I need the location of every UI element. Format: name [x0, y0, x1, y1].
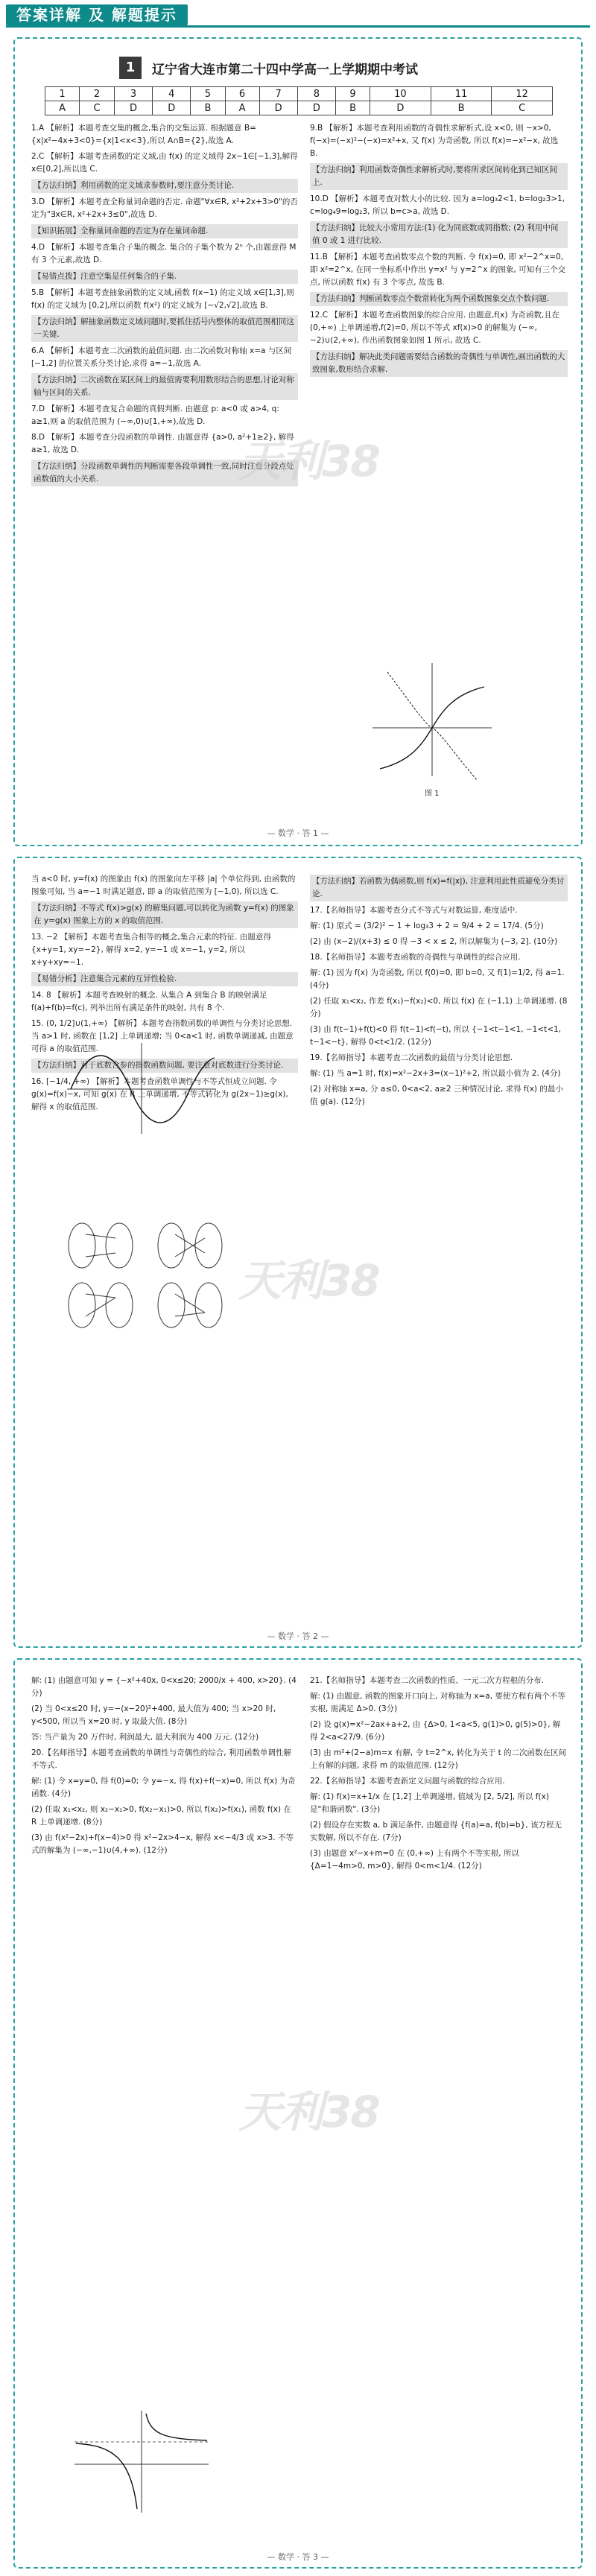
- answer-letter-cell: B: [191, 101, 225, 115]
- solution-paragraph: 4.D 【解析】本题考查集合子集的概念. 集合的子集个数为 2ⁿ 个,由题意得 M 有 3 个元素,故选 D.: [31, 243, 297, 264]
- answer-letter-cell: D: [153, 101, 191, 115]
- curve-left-branch: [76, 2443, 137, 2509]
- solution-paragraph: 20.【名师指导】本题考查函数的单调性与奇偶性的综合, 利用函数单调性解不等式.: [31, 1748, 291, 1770]
- solution-paragraph: 21.【名师指导】本题考查二次函数的性质、一元二次方程根的分布.: [310, 1676, 545, 1685]
- solution-paragraph: 解: (1) 由题意, 函数的图象开口向上, 对称轴为 x=a, 要使方程有两个不等实根, 需满足 Δ>0. (3分): [310, 1692, 565, 1713]
- exam-number-badge: 1: [119, 57, 142, 79]
- method-tip: 【知识拓展】全称量词命题的否定为存在量词命题.: [31, 224, 298, 238]
- solution-paragraph: (3) 由 f(x²−2x)+f(x−4)>0 得 x²−2x>4−x, 解得 x<−4/3 或 x>3. 不等式的解集为 (−∞,−1)∪(4,+∞). (12分): [31, 1833, 294, 1855]
- answer-table: [45, 86, 553, 115]
- method-tip: 【方法归纳】利用函数奇偶性求解析式时,要将所求区间转化到已知区间上.: [310, 163, 568, 190]
- function-graph-figure: [365, 657, 499, 784]
- answer-letter-cell: A: [45, 101, 80, 115]
- solution-paragraph: (2) 假设存在实数 a, b 满足条件, 由题意得 {f(a)=a, f(b)=b}, 该方程无实数解, 所以不存在. (7分): [310, 1821, 562, 1842]
- header-bar: [0, 0, 596, 28]
- solution-paragraph: 1.A 【解析】本题考查交集的概念,集合的交集运算. 根据题意 B={x|x²−4x+3<0}={x|1<x<3},所以 A∩B={2},故选 A.: [31, 124, 256, 145]
- method-tip: 【方法归纳】二次函数在某区间上的最值需要利用数形结合的思想,讨论对称轴与区间的关系.: [31, 373, 298, 400]
- page2-footer: — 数学 · 答 2 —: [267, 1631, 329, 1641]
- method-tip: 【方法归纳】解决此类问题需要结合函数的奇偶性与单调性,画出函数的大致图象,数形结合求解.: [310, 350, 568, 377]
- hyperbola-graph-figure: [67, 2405, 216, 2516]
- answer-letter-cell: D: [297, 101, 335, 115]
- method-tip: 【方法归纳】对于底数含参的指数函数问题, 要注意对底数进行分类讨论.: [31, 1059, 298, 1073]
- solution-paragraph: 解: (1) 原式 = (3/2)² − 1 + log₃3 + 2 = 9/4 + 2 = 17/4. (5分): [310, 921, 544, 930]
- mapping-diagrams-figure: [60, 1216, 253, 1335]
- method-tip: 【方法归纳】解抽象函数定义域问题时,要抓住括号内整体的取值范围相同这一关键.: [31, 315, 298, 342]
- solution-paragraph: (3) 由 f(t−1)+f(t)<0 得 f(t−1)<f(−t), 所以 {−1<t−1<1, −1<t<1, t−1<−t}, 解得 0<t<1/2. (12分): [310, 1025, 562, 1047]
- answer-letter-cell: A: [225, 101, 259, 115]
- figure-caption: 图 1: [425, 790, 440, 798]
- solution-paragraph: 5.B 【解析】本题考查抽象函数的定义域,函数 f(x−1) 的定义域 x∈[1,3],则 f(x) 的定义域为 [0,2],所以函数 f(x²) 的定义域为 [−√2,√2],故选 B.: [31, 288, 294, 310]
- mapping-diagram-1: [69, 1223, 133, 1268]
- solution-paragraph: (3) 由 m²+(2−a)m=x 有解, 令 t=2^x, 转化为关于 t 的二次函数在区间上有解的问题, 求得 m 的取值范围. (12分): [310, 1748, 567, 1770]
- answer-number-cell: 1: [45, 87, 80, 101]
- solution-paragraph: 16. [−1/4, +∞) 【解析】本题考查函数单调性与不等式恒成立问题. 令 g(x)=f(x)−x, 可知 g(x) 在 R 上单调递增, 不等式转化为 g(2x−1)≥g(x), 解得 x 的取值范围.: [31, 1077, 288, 1111]
- answer-letter-row: [45, 101, 553, 115]
- solution-paragraph: 15. (0, 1/2]∪(1,+∞) 【解析】本题考查指数函数的单调性与分类讨论思想. 当 a>1 时, 函数在 [1,2] 上单调递增; 当 0<a<1 时, 函数单调递减, 由题意可得 a 的取值范围.: [31, 1019, 294, 1053]
- solution-paragraph: 14. 8 【解析】本题考查映射的概念. 从集合 A 到集合 B 的映射满足 f(a)+f(b)=f(c), 列举出所有满足条件的映射, 共有 8 个.: [31, 991, 267, 1012]
- method-tip: 【易错点拨】注意空集是任何集合的子集.: [31, 270, 298, 284]
- solution-paragraph: 8.D 【解析】本题考查分段函数的单调性. 由题意得 {a>0, a²+1≥2}, 解得 a≥1, 故选 D.: [31, 433, 294, 454]
- method-tip: 【方法归纳】若函数为偶函数,则 f(x)=f(|x|), 注意利用此性质避免分类讨论.: [310, 875, 568, 901]
- solution-paragraph: (2) 当 0<x≤20 时, y=−(x−20)²+400, 最大值为 400; 当 x>20 时, y<500, 所以当 x=20 时, y 取最大值. (8分): [31, 1704, 276, 1726]
- solution-paragraph: (2) 任取 x₁<x₂, 则 x₂−x₁>0, f(x₂−x₁)>0, 所以 f(x₂)>f(x₁), 函数 f(x) 在 R 上单调递增. (8分): [31, 1805, 291, 1827]
- solution-paragraph: (2) 由 (x−2)/(x+3) ≤ 0 得 −3 < x ≤ 2, 所以解集为 (−3, 2]. (10分): [310, 937, 558, 946]
- watermark: 天利38: [238, 1255, 379, 1306]
- page1-footer: — 数学 · 答 1 —: [267, 828, 329, 838]
- solution-paragraph: 当 a<0 时, y=f(x) 的图象由 f(x) 的图象向左平移 |a| 个单位得到, 由函数的图象可知, 当 a=−1 时满足题意, 即 a 的取值范围为 [−1,0), 所以选 C.: [31, 875, 296, 896]
- page3-footer: — 数学 · 答 3 —: [267, 2552, 329, 2562]
- solution-paragraph: (2) 设 g(x)=x²−2ax+a+2, 由 {Δ>0, 1<a<5, g(1)>0, g(5)>0}, 解得 2<a<27/9. (6分): [310, 1720, 561, 1742]
- page2-right-column: [310, 873, 568, 1611]
- answer-letter-cell: D: [370, 101, 431, 115]
- answer-number-cell: 12: [492, 87, 553, 101]
- answer-number-cell: 6: [225, 87, 259, 101]
- mapping-diagram-2: [158, 1223, 222, 1268]
- method-tip: 【方法归纳】比较大小常用方法:(1) 化为同底数或同指数; (2) 利用中间值 0 或 1 进行比较.: [310, 221, 568, 248]
- solution-paragraph: 答: 当产量为 20 万件时, 利润最大, 最大利润为 400 万元. (12分): [31, 1733, 259, 1742]
- answer-page-2: [13, 857, 583, 1648]
- answer-letter-cell: C: [492, 101, 553, 115]
- solution-paragraph: 12.C 【解析】本题考查函数图象的综合应用. 由题意,f(x) 为奇函数,且在 (0,+∞) 上单调递增,f(2)=0, 所以不等式 xf(x)>0 的解集为 (−∞,−2)∪(2,+∞), 作出函数图象如图 1 所示, 故选 C.: [310, 311, 560, 345]
- solution-paragraph: 解: (1) 由题意可知 y = {−x²+40x, 0<x≤20; 2000/x + 400, x>20}. (4分): [31, 1676, 297, 1698]
- answer-number-cell: 8: [297, 87, 335, 101]
- method-tip: 【易错分析】注意集合元素的互异性检验.: [31, 972, 298, 986]
- mapping-diagram-4: [158, 1283, 222, 1327]
- solution-paragraph: 17.【名师指导】本题考查分式不等式与对数运算, 难度适中.: [310, 906, 518, 915]
- answer-number-cell: 9: [336, 87, 370, 101]
- answer-number-cell: 5: [191, 87, 225, 101]
- watermark: 天利38: [238, 436, 379, 486]
- solution-paragraph: 2.C 【解析】本题考查函数的定义域,由 f(x) 的定义域得 2x−1∈[−1,3],解得 x∈[0,2],所以选 C.: [31, 152, 298, 174]
- solution-paragraph: 19.【名师指导】本题考查二次函数的最值与分类讨论思想.: [310, 1053, 513, 1062]
- curve-right-branch: [146, 2414, 207, 2440]
- solution-paragraph: 解: (1) f(x)=x+1/x 在 [1,2] 上单调递增, 值域为 [2, 5/2], 所以 f(x) 是"和谐函数". (3分): [310, 1792, 549, 1814]
- answer-number-cell: 7: [259, 87, 297, 101]
- solution-paragraph: 解: (1) 当 a=1 时, f(x)=x²−2x+3=(x−1)²+2, 所以最小值为 2. (4分): [310, 1069, 561, 1078]
- answer-number-row: [45, 87, 553, 101]
- solution-paragraph: 解: (1) 因为 f(x) 为奇函数, 所以 f(0)=0, 即 b=0, 又 f(1)=1/2, 得 a=1. (4分): [310, 968, 565, 990]
- answer-letter-cell: C: [80, 101, 115, 115]
- answer-letter-cell: B: [336, 101, 370, 115]
- method-tip: 【方法归纳】不等式 f(x)>g(x) 的解集问题,可以转化为函数 y=f(x) 的图象在 y=g(x) 图象上方的 x 的取值范围.: [31, 901, 298, 928]
- answer-page-1: [13, 37, 583, 846]
- solution-paragraph: 9.B 【解析】本题考查利用函数的奇偶性求解析式,设 x<0, 则 −x>0, f(−x)=(−x)²−(−x)=x²+x, 又 f(x) 为奇函数, 所以 f(x)=−x²−x, 故选 B.: [310, 124, 559, 158]
- solution-paragraph: 13. −2 【解析】本题考查集合相等的概念,集合元素的特征. 由题意得 {x+y=1, xy=−2}, 解得 x=2, y=−1 或 x=−1, y=2, 所以 x+y+xy=−1.: [31, 933, 271, 967]
- solution-paragraph: 22.【名师指导】本题考查新定义问题与函数的综合应用.: [310, 1777, 505, 1786]
- mapping-diagram-3: [69, 1283, 133, 1327]
- answer-number-cell: 10: [370, 87, 431, 101]
- solution-paragraph: 6.A 【解析】本题考查二次函数的最值问题. 由二次函数对称轴 x=a 与区间 [−1,2] 的位置关系分类讨论,求得 a=−1,故选 A.: [31, 346, 292, 368]
- page1-right-column: [310, 122, 568, 644]
- method-tip: 【方法归纳】利用函数的定义域求参数时,要注意分类讨论.: [31, 179, 298, 193]
- solution-paragraph: 18.【名师指导】本题考查函数的奇偶性与单调性的综合应用.: [310, 953, 521, 962]
- solution-paragraph: (3) 由题意 x²−x+m=0 在 (0,+∞) 上有两个不等实根, 所以 {Δ=1−4m>0, m>0}, 解得 0<m<1/4. (12分): [310, 1849, 519, 1871]
- solution-paragraph: (2) 任取 x₁<x₂, 作差 f(x₁)−f(x₂)<0, 所以 f(x) 在 (−1,1) 上单调递增. (8分): [310, 997, 568, 1018]
- solution-paragraph: 11.B 【解析】本题考查函数零点个数的判断. 令 f(x)=0, 即 x²−2^x=0, 即 x²=2^x, 在同一坐标系中作出 y=x² 与 y=2^x 的图象, 可知有三个交点, 所以函数 f(x) 有 3 个零点, 故选 B.: [310, 253, 566, 287]
- answer-letter-cell: D: [259, 101, 297, 115]
- solution-paragraph: 解: (1) 令 x=y=0, 得 f(0)=0; 令 y=−x, 得 f(x)+f(−x)=0, 所以 f(x) 为奇函数. (4分): [31, 1777, 296, 1798]
- solution-paragraph: 7.D 【解析】本题考查复合命题的真假判断. 由题意 p: a<0 或 a>4, q: a≥1,则 a 的取值范围为 (−∞,0)∪[1,+∞),故选 D.: [31, 405, 279, 426]
- answer-number-cell: 3: [114, 87, 152, 101]
- answer-number-cell: 4: [153, 87, 191, 101]
- answer-number-cell: 11: [431, 87, 492, 101]
- header-divider: [6, 25, 590, 28]
- watermark: 天利38: [238, 2087, 379, 2137]
- solution-paragraph: 10.D 【解析】本题考查对数大小的比较. 因为 a=log₃2<1, b=log₂3>1, c=log₄9=log₂3, 所以 b=c>a, 故选 D.: [310, 194, 565, 216]
- solution-paragraph: 3.D 【解析】本题考查全称量词命题的否定. 命题"∀x∈R, x²+2x+3>0"的否定为"∃x∈R, x²+2x+3≤0",故选 D.: [31, 197, 298, 219]
- sine-graph-figure: [60, 1037, 224, 1141]
- answer-letter-cell: B: [431, 101, 492, 115]
- exam-title: 辽宁省大连市第二十四中学高一上学期期中考试: [152, 63, 418, 77]
- answer-number-cell: 2: [80, 87, 115, 101]
- exam-title-row: [119, 57, 492, 79]
- answer-letter-cell: D: [114, 101, 152, 115]
- method-tip: 【方法归纳】判断函数零点个数常转化为两个函数图象交点个数问题.: [310, 292, 568, 306]
- answer-page-3: [13, 1658, 583, 2569]
- solution-paragraph: (2) 对称轴 x=a, 分 a≤0, 0<a<2, a≥2 三种情况讨论, 求得 f(x) 的最小值 g(a). (12分): [310, 1085, 563, 1106]
- method-tip: 【方法归纳】分段函数单调性的判断需要各段单调性一致,同时注意分段点处函数值的大小关系.: [31, 460, 298, 486]
- header-title: 答案详解 及 解题提示: [6, 4, 188, 25]
